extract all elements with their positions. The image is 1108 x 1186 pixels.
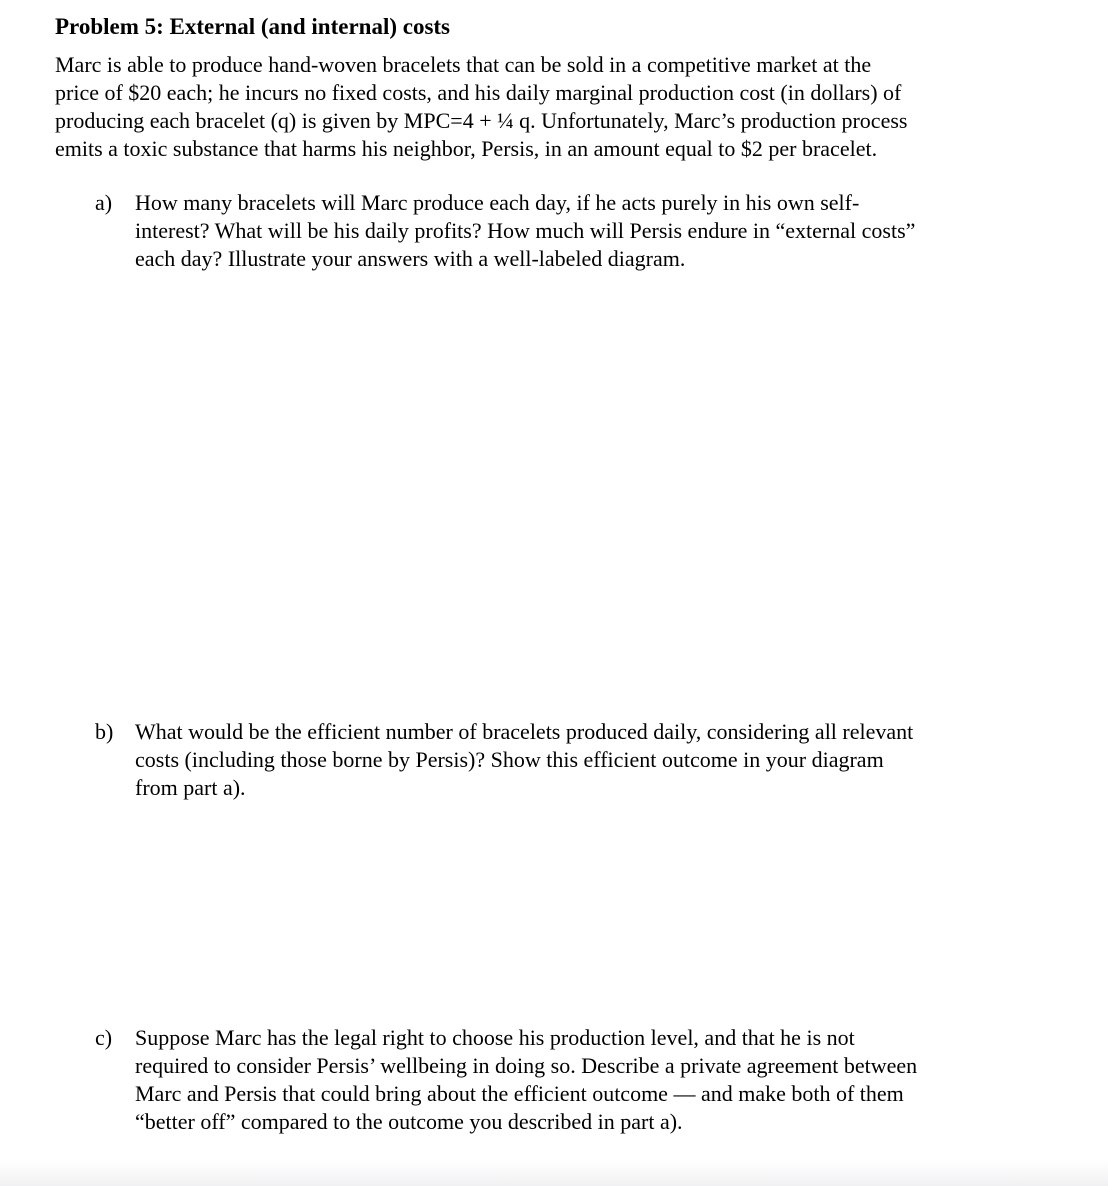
question-text (135, 718, 1055, 802)
question-label: a) (95, 190, 113, 215)
problem-intro (55, 51, 1055, 163)
question-line: costs (including those borne by Persis)? Show this efficient outcome in your diagram (135, 747, 884, 772)
question-label: b) (95, 719, 114, 744)
question-line: What would be the efficient number of bracelets produced daily, considering all relevant (135, 719, 914, 744)
question-line: Suppose Marc has the legal right to choose his production level, and that he is not (135, 1025, 855, 1050)
question-text (135, 189, 1055, 273)
question-line: “better off” compared to the outcome you described in part a). (135, 1109, 683, 1134)
intro-line: Marc is able to produce hand-woven bracelets that can be sold in a competitive market at the (55, 52, 872, 77)
question-line: How many bracelets will Marc produce each day, if he acts purely in his own self- (135, 190, 860, 215)
question-line: from part a). (135, 775, 246, 800)
intro-line: producing each bracelet (q) is given by MPC=4 + ¼ q. Unfortunately, Marc’s production process (55, 108, 908, 133)
question-line: each day? Illustrate your answers with a well-labeled diagram. (135, 246, 686, 271)
question-line: interest? What will be his daily profits? How much will Persis endure in “external costs” (135, 218, 916, 243)
question-label: c) (95, 1025, 113, 1050)
intro-line: price of $20 each; he incurs no fixed costs, and his daily marginal production cost (in dollars) of (55, 80, 902, 105)
problem-title: Problem 5: External (and internal) costs (55, 14, 451, 39)
page-bottom-edge (0, 1160, 1108, 1186)
intro-line: emits a toxic substance that harms his neighbor, Persis, in an amount equal to $2 per bracelet. (55, 136, 878, 161)
question-text (135, 1024, 1055, 1136)
question-line: required to consider Persis’ wellbeing in doing so. Describe a private agreement between (135, 1053, 918, 1078)
question-line: Marc and Persis that could bring about the efficient outcome — and make both of them (135, 1081, 904, 1106)
